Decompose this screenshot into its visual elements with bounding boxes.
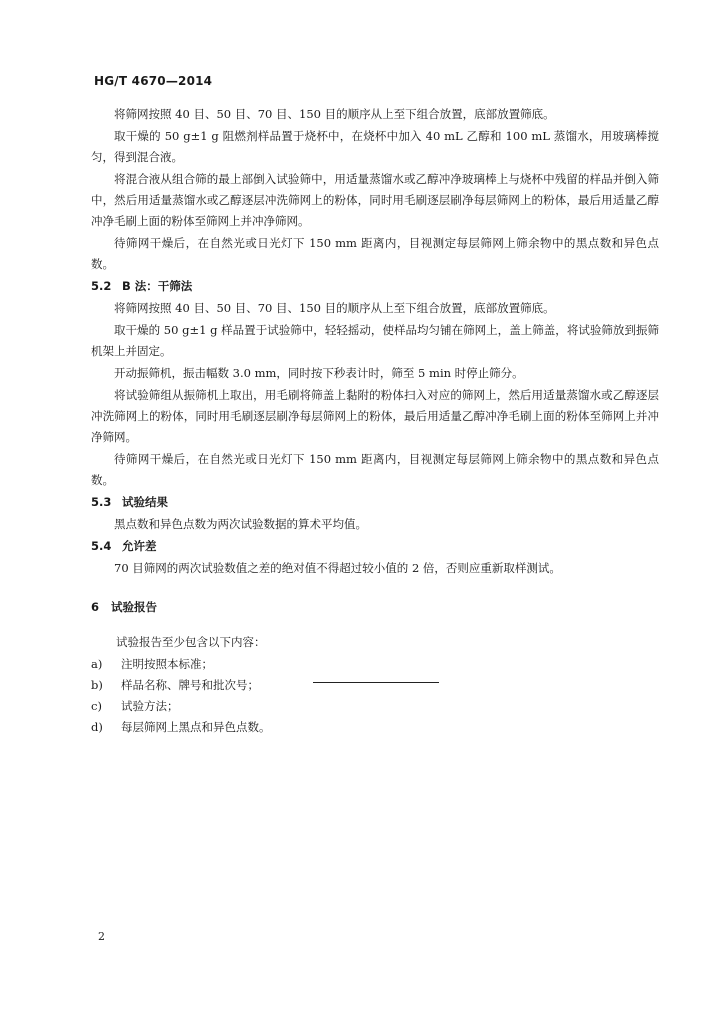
list-text: 注明按照本标准； <box>121 657 213 671</box>
paragraph: 黑点数和异色点数为两次试验数据的算术平均值。 <box>114 517 367 531</box>
list-marker: b) <box>91 678 103 692</box>
list-item <box>91 654 659 675</box>
list-intro: 试验报告至少包含以下内容： <box>116 635 266 649</box>
section-heading-5-2 <box>91 276 659 297</box>
end-rule <box>313 682 439 683</box>
section-heading-5-4 <box>91 536 659 557</box>
paragraph: 将试验筛组从振筛机上取出，用毛刷将筛盖上黏附的粉体扫入对应的筛网上，然后用适量蒸馏水或乙醇逐层冲洗筛网上的粉体，同时用毛刷逐层刷净每层筛网上的粉体，最后用适量乙醇冲净毛刷上面的粉体至筛网上并冲净筛网。 <box>91 388 659 444</box>
paragraph: 取干燥的 50 g±1 g 样品置于试验筛中，轻轻摇动，使样品均匀铺在筛网上，盖上筛盖，将试验筛放到振筛机架上并固定。 <box>91 323 659 358</box>
paragraph: 将筛网按照 40 目、50 目、70 目、150 目的顺序从上至下组合放置，底部放置筛底。 <box>114 301 555 315</box>
section-number: 5.3 <box>91 495 112 509</box>
list-text: 样品名称、牌号和批次号； <box>121 678 259 692</box>
section-title: B 法：干筛法 <box>122 279 193 293</box>
paragraph: 将筛网按照 40 目、50 目、70 目、150 目的顺序从上至下组合放置，底部放置筛底。 <box>114 107 555 121</box>
page-body <box>91 104 659 738</box>
paragraph: 将混合液从组合筛的最上部倒入试验筛中，用适量蒸馏水或乙醇冲净玻璃棒上与烧杯中残留的样品并倒入筛中，然后用适量蒸馏水或乙醇逐层冲洗筛网上的粉体，同时用毛刷逐层刷净每层筛网上的粉体，最后用适量乙醇冲净毛刷上面的粉体至筛网上并冲净筛网。 <box>91 172 659 228</box>
list-item <box>91 675 659 696</box>
section-a-method <box>91 104 659 275</box>
section-title: 试验结果 <box>122 495 168 509</box>
section-heading-5-3 <box>91 492 659 513</box>
section-number: 5.4 <box>91 539 112 553</box>
list-marker: a) <box>91 657 103 671</box>
section-title: 试验报告 <box>111 600 157 614</box>
section-title: 允许差 <box>122 539 157 553</box>
paragraph: 70 目筛网的两次试验数值之差的绝对值不得超过较小值的 2 倍，否则应重新取样测试。 <box>114 561 561 575</box>
list-text: 每层筛网上黑点和异色点数。 <box>121 720 271 734</box>
paragraph: 待筛网干燥后，在自然光或日光灯下 150 mm 距离内，目视测定每层筛网上筛余物中的黑点数和异色点数。 <box>91 236 659 271</box>
section-heading-6 <box>91 597 659 618</box>
section-number: 6 <box>91 600 100 614</box>
paragraph: 开动振筛机，振击幅数 3.0 mm，同时按下秒表计时，筛至 5 min 时停止筛分。 <box>114 366 524 380</box>
paragraph: 待筛网干燥后，在自然光或日光灯下 150 mm 距离内，目视测定每层筛网上筛余物中的黑点数和异色点数。 <box>91 452 659 487</box>
list-item <box>91 696 659 717</box>
page-number: 2 <box>98 930 105 943</box>
list-text: 试验方法； <box>121 699 179 713</box>
list-marker: d) <box>91 720 103 734</box>
section-number: 5.2 <box>91 279 112 293</box>
document-number: HG/T 4670—2014 <box>94 74 213 88</box>
list-item <box>91 717 659 738</box>
list-marker: c) <box>91 699 102 713</box>
paragraph: 取干燥的 50 g±1 g 阻燃剂样品置于烧杯中，在烧杯中加入 40 mL 乙醇和 100 mL 蒸馏水，用玻璃棒搅匀，得到混合液。 <box>91 129 659 164</box>
